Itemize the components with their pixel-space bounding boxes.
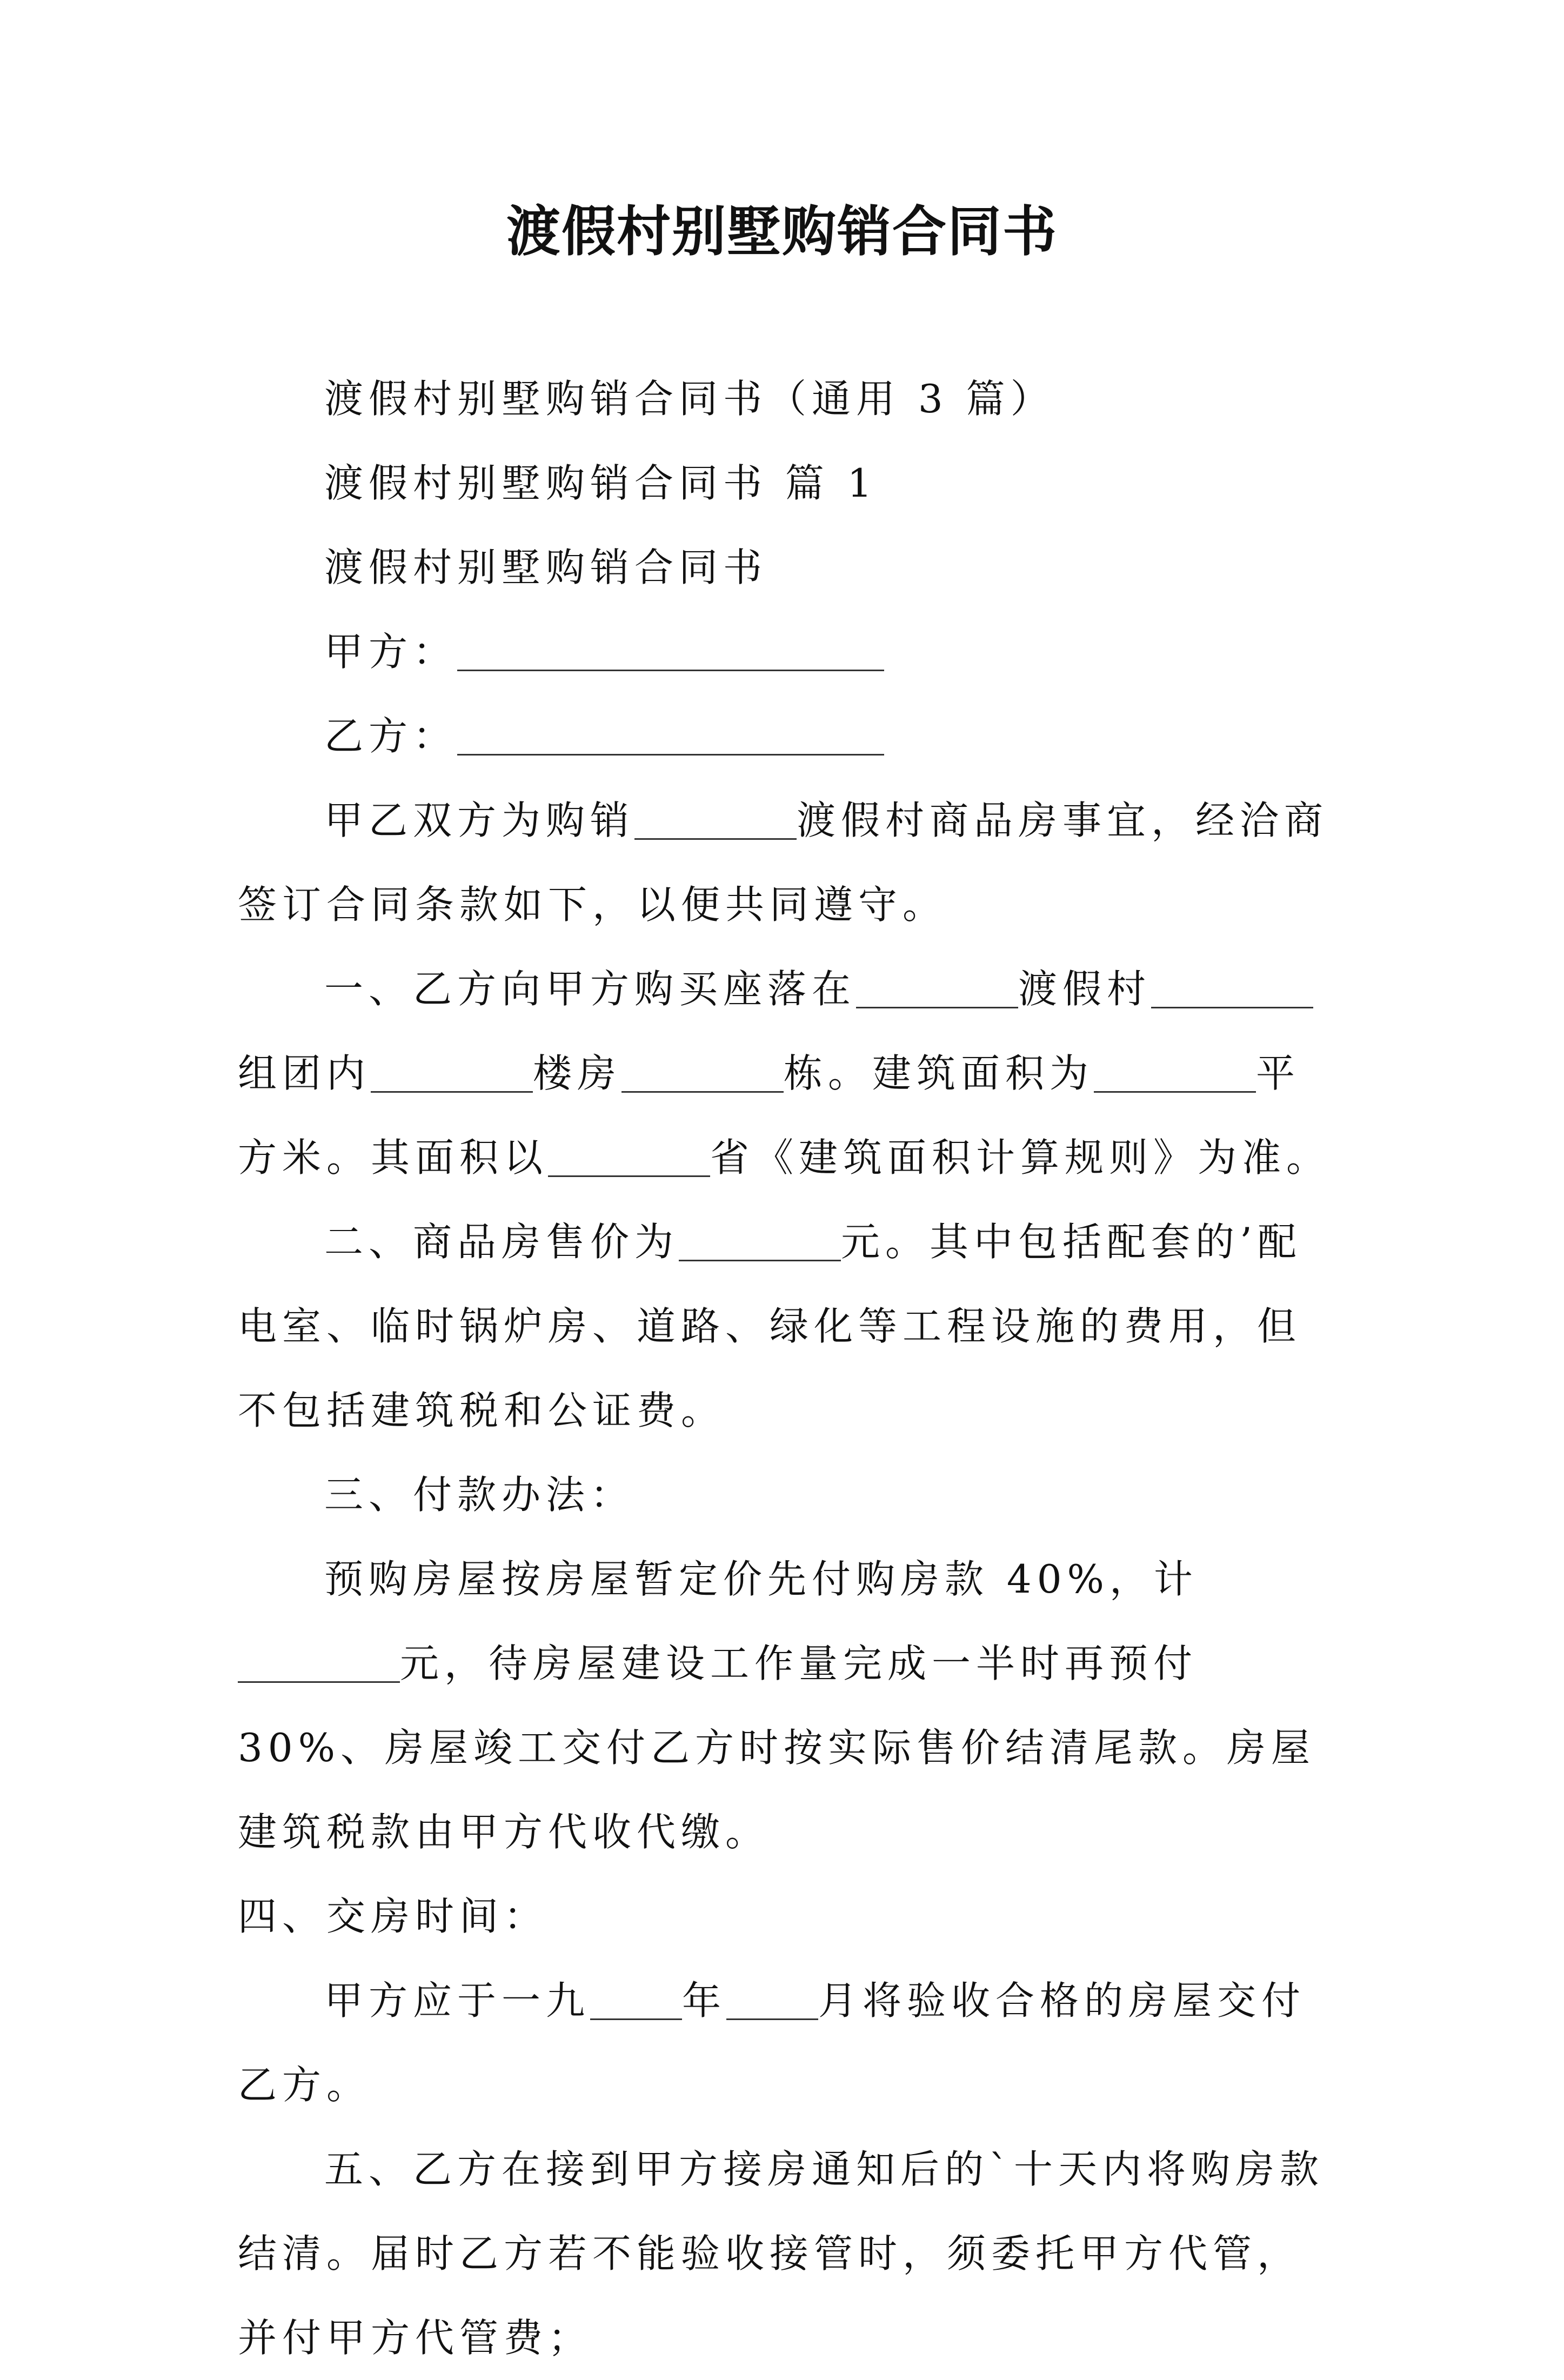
text-segment: 甲方应于一九 [324,1978,591,2023]
fill-blank [1151,968,1313,1008]
text-segment: 元。其中包括配套的’配电室、临时锅炉房、道路、绿化等工程设施的费用，但不包括建筑税和公证费。 [238,1219,1302,1433]
party-b-blank [457,715,884,756]
text-segment: 渡假村 [1018,966,1152,1012]
text-segment: 楼房 [533,1051,622,1096]
text-segment: 月将验收合格的房屋交付乙方。 [238,1978,1306,2108]
text-segment: 渡假村商品房事宜，经洽商签订合同条款如下，以便共同遵守。 [238,798,1329,927]
party-a-line [238,610,1340,694]
paragraph-purpose [238,778,1340,947]
document-title: 渡假村别墅购销合同书 [506,199,1058,263]
clause-3-title: 三、付款办法： [324,1472,635,1517]
text-segment: 栋。建筑面积为 [784,1051,1094,1096]
text-segment: 元，待房屋建设工作量完成一半时再预付 30%、房屋竣工交付乙方时按实际售价结清尾款。房屋建筑税款由甲方代收代缴。 [238,1641,1316,1855]
clause-3-body [238,1537,1340,1874]
fill-blank [634,799,797,840]
text-segment: 甲乙双方为购销 [324,798,635,843]
clause-4-title: 四、交房时间： [238,1894,549,1939]
fill-blank [726,1980,818,2020]
text-segment: 二、商品房售价为 [324,1219,679,1265]
clause-4-body [238,1958,1340,2127]
document-body [238,357,1340,2380]
text-segment: 省《建筑面积计算规则》为准。 [710,1135,1331,1180]
fill-blank [590,1980,682,2020]
contract-subtitle: 渡假村别墅购销合同书 [324,545,768,590]
party-b-label: 乙方： [324,713,458,759]
intro-line: 渡假村别墅购销合同书（通用 3 篇） [324,376,1055,422]
party-b-line [238,694,1340,778]
text-segment: 组团内 [238,1051,371,1096]
part-heading: 渡假村别墅购销合同书 篇 1 [324,460,878,506]
fill-blank [548,1136,710,1177]
fill-blank [371,1052,533,1093]
clause-2 [238,1200,1340,1453]
text-segment: 平方米。其面积以 [238,1051,1301,1180]
clause-1 [238,947,1340,1200]
text-segment: 一、乙方向甲方购买座落在 [324,966,857,1012]
party-a-blank [457,631,884,671]
party-a-label: 甲方： [324,629,458,674]
text-segment: 年 [682,1978,727,2023]
fill-blank [1094,1052,1256,1093]
fill-blank [856,968,1018,1008]
fill-blank [621,1052,784,1093]
fill-blank [679,1221,841,1261]
text-segment: 预购房屋按房屋暂定价先付购房款 40%，计 [324,1556,1198,1602]
clause-5: 五、乙方在接到甲方接房通知后的`十天内将购房款结清。届时乙方若不能验收接管时，须委托甲方代管，并付甲方代管费； [238,2147,1325,2361]
fill-blank [238,1642,400,1683]
